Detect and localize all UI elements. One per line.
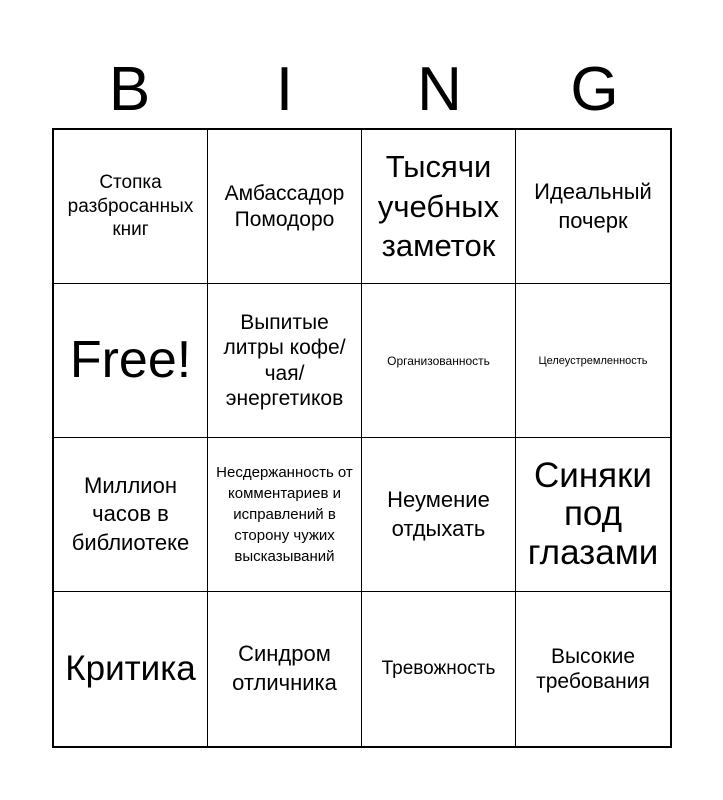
bingo-cell[interactable] bbox=[54, 130, 208, 284]
cell-text: Амбассадор Помодоро bbox=[224, 182, 345, 231]
bingo-cell[interactable] bbox=[208, 592, 362, 746]
header-letter-n: N bbox=[417, 55, 462, 124]
bingo-cell[interactable] bbox=[516, 438, 670, 592]
header-letter-i: I bbox=[275, 55, 294, 124]
bingo-cell[interactable] bbox=[362, 438, 516, 592]
cell-text: Неумение отдыхать bbox=[387, 486, 490, 541]
bingo-grid bbox=[52, 128, 672, 748]
cell-text: Миллион часов в библиотеке bbox=[71, 472, 190, 555]
bingo-cell[interactable] bbox=[208, 438, 362, 592]
bingo-cell[interactable] bbox=[516, 130, 670, 284]
cell-text: Синяки под глазами bbox=[527, 455, 659, 572]
cell-text: Free! bbox=[69, 330, 192, 389]
cell-text: Синдром отличника bbox=[232, 641, 337, 695]
cell-text: Тысячи учебных заметок bbox=[377, 149, 500, 264]
bingo-cell[interactable] bbox=[362, 130, 516, 284]
bingo-cell[interactable] bbox=[516, 592, 670, 746]
cell-text: Целеустремленность bbox=[538, 354, 648, 367]
cell-text: Выпитые литры кофе/чая/энергетиков bbox=[223, 311, 346, 410]
header-letter-g: G bbox=[570, 55, 619, 124]
cell-text: Критика bbox=[65, 648, 196, 688]
header-letter-b: B bbox=[108, 55, 151, 124]
bingo-cell[interactable] bbox=[362, 284, 516, 438]
cell-text: Идеальный почерк bbox=[534, 178, 652, 233]
cell-text: Стопка разбросанных книг bbox=[67, 171, 194, 241]
bingo-cell[interactable] bbox=[516, 284, 670, 438]
cell-text: Высокие требования bbox=[536, 644, 650, 693]
bingo-cell[interactable] bbox=[208, 130, 362, 284]
bingo-cell[interactable] bbox=[54, 438, 208, 592]
cell-text: Тревожность bbox=[381, 658, 496, 680]
bingo-cell-free[interactable] bbox=[54, 284, 208, 438]
cell-text: Организованность bbox=[387, 353, 490, 368]
bingo-cell[interactable] bbox=[54, 592, 208, 746]
cell-text: Несдержанность от комментариев и исправлений в сторону чужих высказываний bbox=[216, 464, 353, 565]
bingo-header bbox=[52, 52, 672, 128]
bingo-cell[interactable] bbox=[208, 284, 362, 438]
bingo-cell[interactable] bbox=[362, 592, 516, 746]
